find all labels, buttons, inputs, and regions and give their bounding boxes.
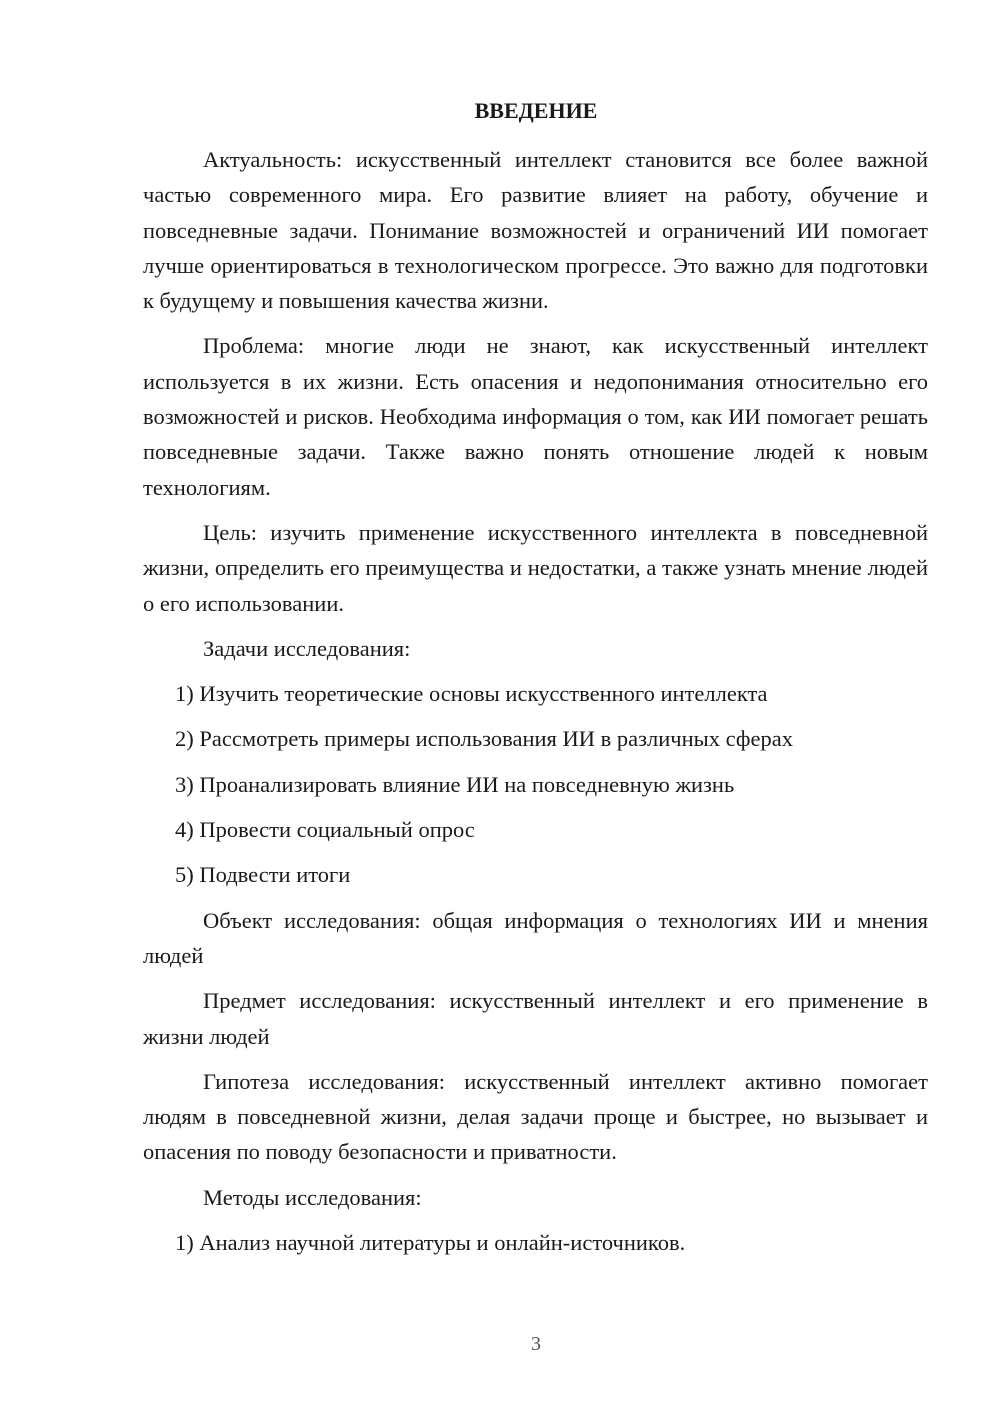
document-body	[143, 142, 928, 1270]
page-number: 3	[531, 1333, 541, 1355]
hypothesis-paragraph: Гипотеза исследования: искусственный интеллект активно помогает людям в повседневной жизни, делая задачи проще и быстрее, но вызывает и опасения по поводу безопасности и приватности.	[143, 1068, 928, 1165]
list-item: 4) Провести социальный опрос	[175, 817, 475, 843]
goal-paragraph: Цель: изучить применение искусственного интеллекта в повседневной жизни, определить его преимущества и недостатки, а также узнать мнение людей о его использовании.	[143, 519, 928, 616]
tasks-heading: Задачи исследования:	[203, 635, 411, 661]
object-paragraph: Объект исследования: общая информация о технологиях ИИ и мнения людей	[143, 907, 928, 968]
list-item: 5) Подвести итоги	[175, 862, 351, 888]
list-item: 3) Проанализировать влияние ИИ на повседневную жизнь	[175, 771, 735, 797]
methods-list	[143, 1225, 928, 1260]
subject-paragraph: Предмет исследования: искусственный интеллект и его применение в жизни людей	[143, 988, 928, 1049]
list-item: 2) Рассмотреть примеры использования ИИ в различных сферах	[175, 726, 793, 752]
problem-paragraph: Проблема: многие люди не знают, как искусственный интеллект используется в их жизни. Есть опасения и недопонимания относительно его возможностей и рисков. Необходима информация о том, как ИИ помогает решать повседневные задачи. Также важно понять отношение людей к новым технологиям.	[143, 333, 928, 500]
tasks-list	[143, 676, 928, 892]
list-item: 1) Изучить теоретические основы искусственного интеллекта	[175, 681, 768, 707]
methods-heading: Методы исследования:	[203, 1184, 422, 1210]
relevance-paragraph: Актуальность: искусственный интеллект становится все более важной частью современного мира. Его развитие влияет на работу, обучение и повседневные задачи. Понимание возможностей и ограничений ИИ помогает лучше ориентироваться в технологическом прогрессе. Это важно для подготовки к будущему и повышения качества жизни.	[143, 147, 928, 314]
list-item: 1) Анализ научной литературы и онлайн-источников.	[175, 1230, 686, 1256]
section-title: ВВЕДЕНИЕ	[474, 98, 598, 123]
